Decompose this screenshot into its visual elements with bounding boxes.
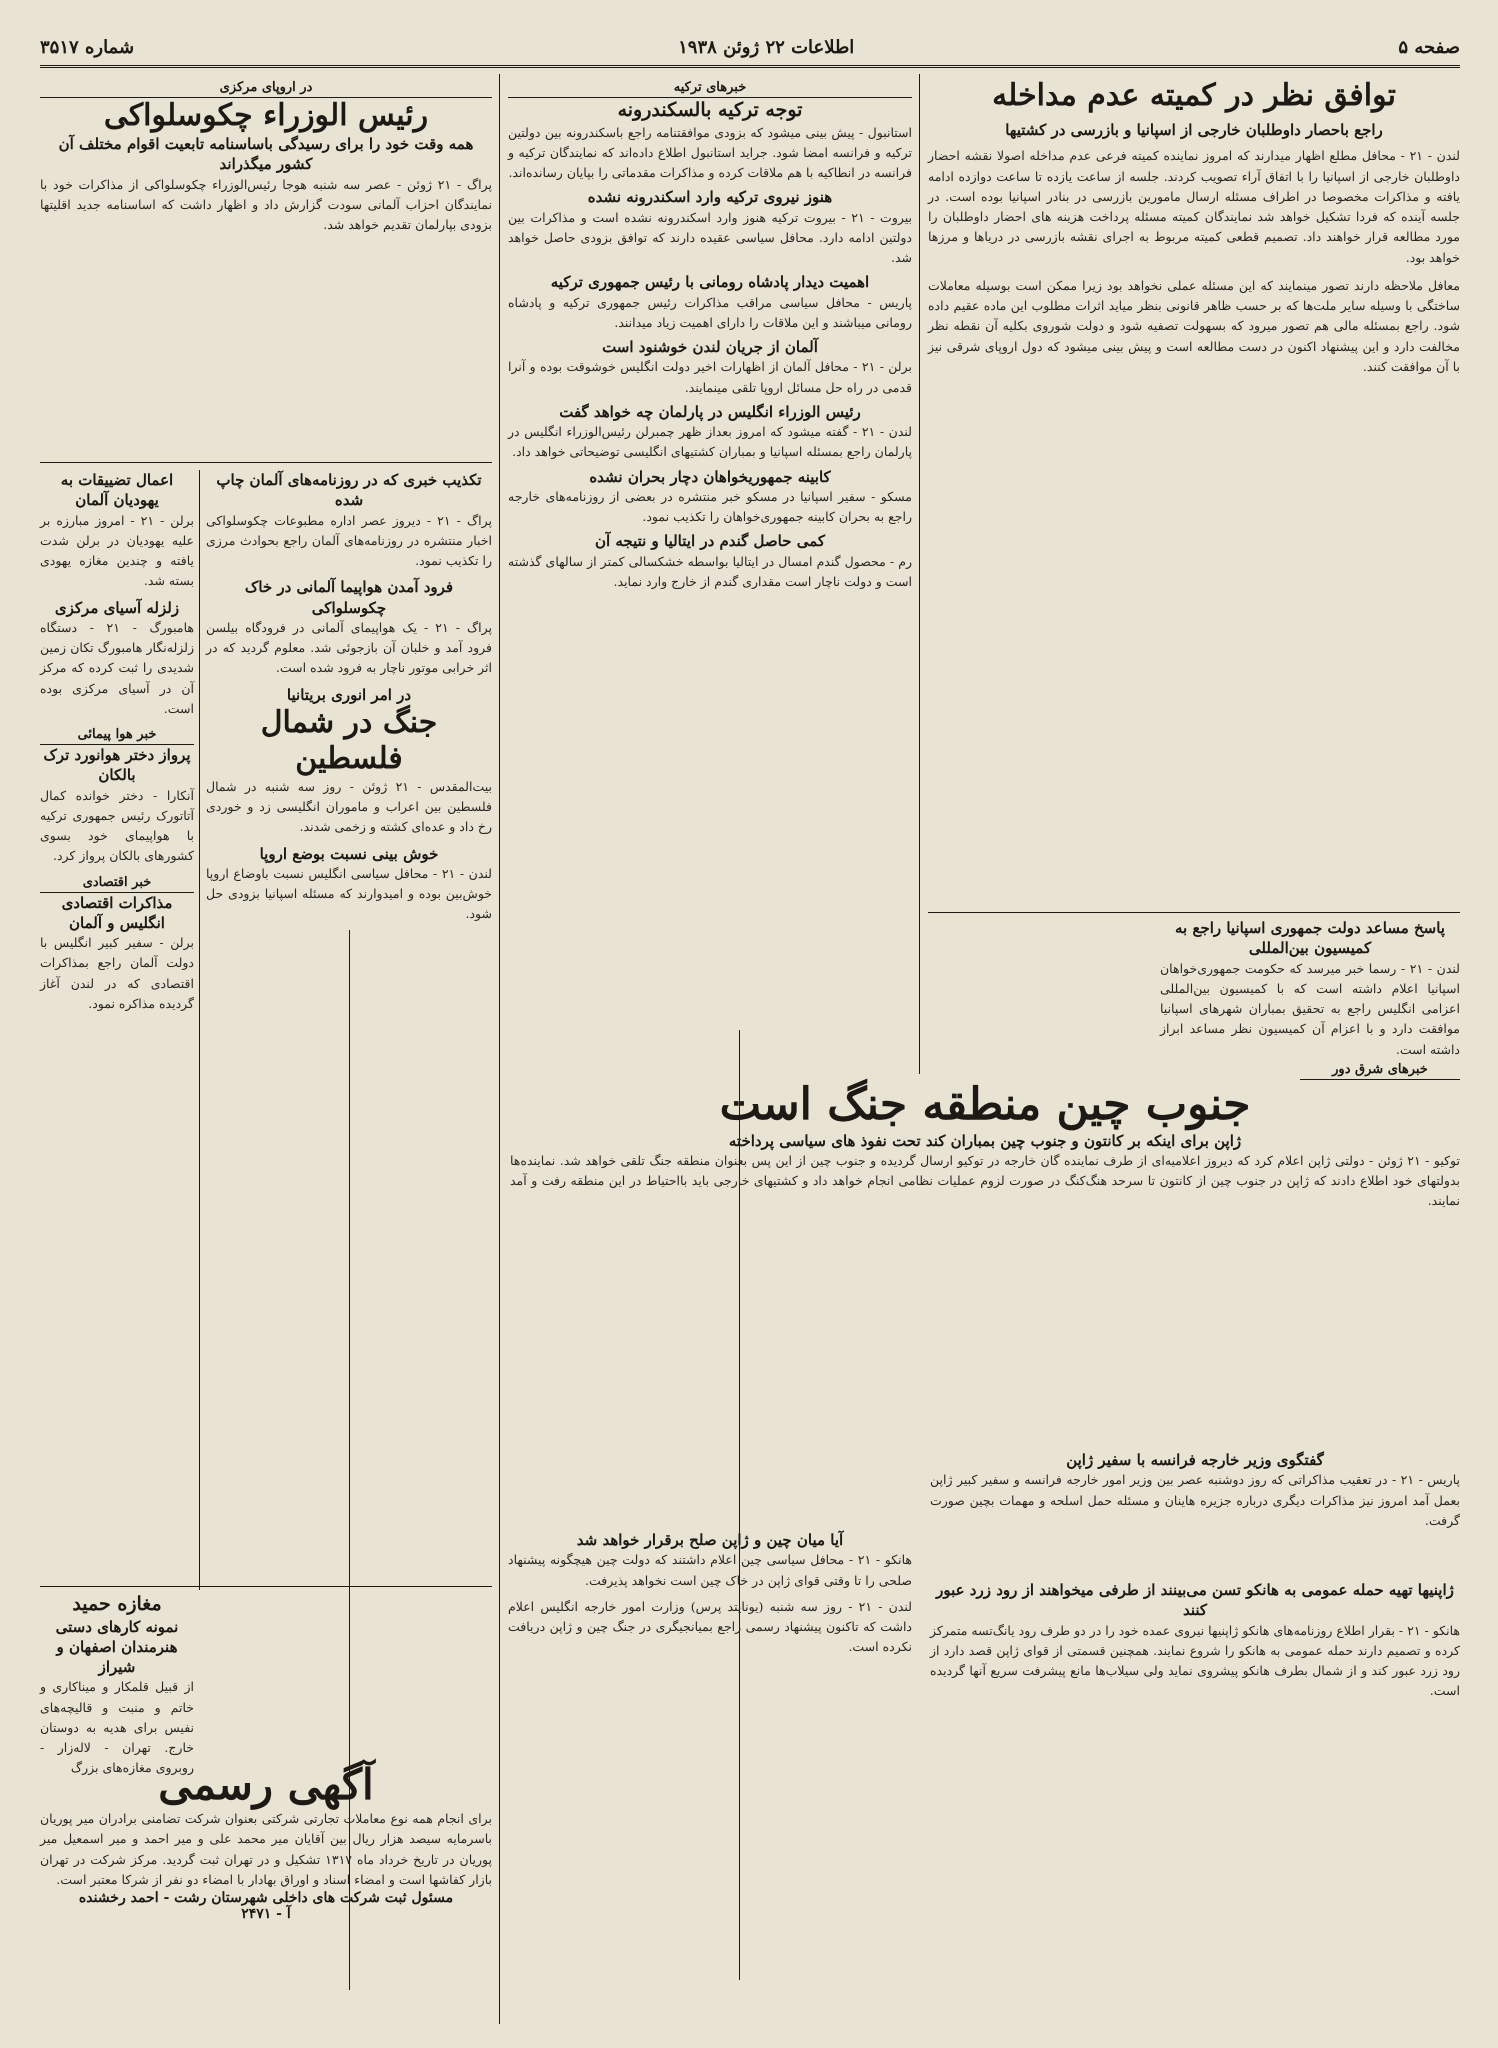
article-body: برلن - ۲۱ - امروز مبارزه بر علیه یهودیان در برلن شدت یافته و چندین مغازه یهودی بسته شد. [40,512,195,589]
section-kicker: در اروپای مرکزی [40,78,492,98]
notice-signature: مسئول ثبت شرکت های داخلی شهرستان رشت - احمد رخشنده [78,1890,454,1906]
article-body: پراگ - ۲۱ ژوئن - عصر سه شنبه هوجا رئیس‌الوزراء چکوسلواکی از مذاکرات خود با نمایندگان احزاب آلمانی سودت گزارش داد و اظهار داشت که اساسنامه جدید اقلیتها بزودی بپارلمان تقدیم خواهد شد. [40,176,492,232]
article-headline: توجه ترکیه بالسکندرونه [617,99,803,121]
article-headline: کمی حاصل گندم در ایتالیا و نتیجه آن [594,532,826,551]
article-body: مسکو - سفیر اسپانیا در مسکو خبر منتشره در بعضی از روزنامه‌های خارجه راجع به بحران کابینه جمهوری‌خواهان را تکذیب نمود. [508,488,912,525]
article-headline: گفتگوی وزیر خارجه فرانسه با سفیر ژاپن [1066,1451,1324,1469]
article-body: بیت‌المقدس - ۲۱ ژوئن - روز سه شنبه در شمال فلسطین بین اعراب و ماموران انگلیسی زد و خوردی رخ داد و عده‌ای کشته و زخمی شدند. [206,778,492,835]
article-body: لندن - ۲۱ - رسما خبر میرسد که حکومت جمهوری‌خواهان اسپانیا اعلام داشته است که با کمیسیون بین‌المللی اعزامی انگلیس راجع به تحقیق بمباران شهرهای اسپانیا موافقت دارد و با اعزام آن کمیسیون نظر مساعد ابراز داشته است. [1160,960,1460,1057]
middle-column [508,78,912,1028]
china-headline: جنوب چین منطقه جنگ است [719,1079,1251,1130]
page-number: صفحه ۵ [1398,37,1460,58]
article-headline: رئیس الوزراء انگلیس در پارلمان چه خواهد گفت [559,402,861,421]
article-body: هانکو - ۲۱ - بقرار اطلاع روزنامه‌های هانکو ژاپنیها نیروی عمده خود را در دو طرف رود یانگ‌تسه متمرکز کرده و تصمیم دارند حمله عمومی به هانکو را شروع نمایند. همچنین قسمتی از قوای ژاپن قصد دارد از رود زرد عبور کند و از شمال بطرف هانکو پیشروی نماید ولی سیلاب‌ها مانع پیشرفت سریع آنها گردیده است. [930,1622,1460,1699]
notice-body: برای انجام همه نوع معاملات تجارتی شرکتی بعنوان شرکت تضامنی برادران میر پوریان باسرمایه سیصد هزار ریال بین آقایان میر محمد علی و میر احمد و میر اسمعیل میر پوریان در تاریخ خرداد ماه ۱۳۱۷ تشکیل و در تهران ثبت گردید. مرکز شرکت در تهران بازار کفاشها است و امضاء اسناد و اوراق بهادار با امضاء دو نفر از شرکا معتبر است. [40,1811,492,1887]
article-headline: آیا میان چین و ژاپن صلح برقرار خواهد شد [576,1531,844,1549]
china-subheadline: ژاپن برای اینکه بر کانتون و جنوب چین بمباران کند تحت نفوذ های سیاسی پرداخته [728,1131,1242,1150]
article-body: معافل ملاحظه دارند تصور مینمایند که این مسئله عملی نخواهد بود زیرا ممکن است بوسیله معاملات ساختگی با وسیله سایر ملت‌ها که بر حسب ظاهر قانونی بنظر میاید اثرات مطلوب این ماده عقیم داده شود. راجع بمسئله مالی هم تصور میرود که بسهولت تصفیه شود و دولت شوروی بکلیه آن نقطه نظر مخالفت دارد و این پیشنهاد اکنون در دست مطالعه است و پیش بینی میشود که دول اروپای شرقی نیز با آن موافقت کنند. [928,277,1460,374]
divider [40,462,492,463]
article-body: لندن - ۲۱ - محافل مطلع اظهار میدارند که امروز نماینده کمیته فرعی عدم مداخله اصولا نقشه احضار داوطلبان خارجی از اسپانیا را با اتفاق آراء تصویب کردند. جلسه از ساعت یازده تا ساعت دوازده ادامه یافته و مذاکرات مخصوصا در اطراف مسئله ارسال مامورین بازرسی در بنادر اسپانیا بوده است. در جلسه آینده که فردا تشکیل خواهد شد نمایندگان کمیته مسئله پرداخت هزینه های احضار داوطلبان را مورد مطالعه قرار خواهند داد. تصمیم قطعی کمیته مربوط به اجرای نقشه بازرسی در دریاها و مرزها خواهد بود. [928,148,1460,265]
section-kicker: خبرهای شرق دور [1300,1060,1460,1080]
column-rule [919,74,920,1074]
article-body: پراگ - ۲۱ - یک هواپیمای آلمانی در فرودگاه بیلسن فرود آمد و خلبان آن بازجوئی شد. معلوم گردید که در اثر خرابی موتور ناچار به فرود شده است. [206,619,492,676]
article-body: آنکارا - دختر خوانده کمال آتاتورک رئیس جمهوری ترکیه با هواپیمای خود بسوی کشورهای بالکان پرواز کرد. [40,787,194,864]
left-outer-column [40,470,194,1580]
talk-article [930,1450,1460,1570]
article-headline: پرواز دختر هوانورد ترک بالکان [43,746,191,785]
article-headline: خوش بینی نسبت بوضع اروپا [259,844,439,863]
article-headline: مذاکرات اقتصادی انگلیس و آلمان [61,893,173,932]
article-body: لندن - ۲۱ - گفته میشود که امروز بعداز ظهر چمبرلن رئیس‌الوزراء انگلیس در پارلمان راجع بمسئله اسپانیا و بمباران کشتیهای انگلیسی توضیحاتی خواهد داد. [508,424,912,460]
article-headline: کابینه جمهوریخواهان دچار بحران نشده [589,467,831,486]
main-headline: توافق نظر در کمیته عدم مداخله [992,78,1396,113]
article-body: توکیو - ۲۱ ژوئن - دولتی ژاپن اعلام کرد که دیروز اعلامیه‌ای از طرف نماینده گان خارجه در توکیو ارسال گردیده و جنوب چین از این پس بعنوان منطقه جنگ تلقی خواهد شد. نماینده‌ها بدولتهای خود اطلاع دادند که ژاپن در جنوب چین از کانتون تا سرحد هنگ‌کنگ در صورت لزوم عملیات نظامی انجام خواهد داد و کشتیهای خارجی باید بااحتیاط در این منطقه رفت و آمد نمایند. [510,1152,1460,1209]
right-column-top [928,78,1460,908]
article-body: پراگ - ۲۱ - دیروز عصر اداره مطبوعات چکوسلواکی اخبار منتشره در روزنامه‌های آلمان راجع بحوادث مرزی را تکذیب نمود. [206,512,492,568]
article-body: لندن - ۲۱ - محافل سیاسی انگلیس نسبت باوضاع اروپا خوش‌بین بوده و امیدوارند که مسئله اسپانیا بزودی حل شود. [206,865,492,922]
article-body: پاریس - ۲۱ - در تعقیب مذاکراتی که روز دوشنبه عصر بین وزیر امور خارجه فرانسه و سفیر کبیر ژاپن بعمل آمد امروز نیز مذاکرات دیگری درباره جزیره هاینان و مسئله حمل اسلحه و مهمات بچین صورت گرفت. [930,1472,1460,1528]
store-ad [40,1592,194,1776]
article-headline: جنگ در شمال فلسطین [260,704,438,776]
reply-article [1160,918,1460,1056]
left-inner-column [206,470,492,1090]
section-kicker: خبر اقتصادی [40,873,194,893]
article-subheadline: همه وقت خود را برای رسیدگی باساسنامه تابعیت اقوام مختلف آن کشور میگذراند [58,135,474,174]
article-body: بیروت - ۲۱ - بیروت ترکیه هنوز وارد اسکندرونه نشده است و مذاکرات بین دولتین ادامه دارد. محافل سیاسی عقیده دارند که توافق بزودی حاصل خواهد شد. [508,209,913,266]
official-notice [40,1760,492,1990]
article-headline: فرود آمدن هواپیما آلمانی در خاک چکوسلواکی [244,578,454,617]
article-headline: آلمان از جریان لندن خوشنود است [602,338,818,357]
article-body: هانکو - ۲۱ - محافل سیاسی چین اعلام داشتند که دولت چین هیچگونه پیشنهاد صلحی را تا وقتی قوای ژاپن در خاک چین است نخواهد پذیرفت. [508,1552,912,1588]
divider [928,912,1460,913]
article-headline: اعمال تضییقات به یهودیان آلمان [60,471,174,510]
article-body: استانبول - پیش بینی میشود که بزودی موافقتنامه راجع باسکندرونه بین دولتین ترکیه و فرانسه امضا شود. جراید استانبول اطلاع داده‌اند که نمایندگان ترکیه و فرانسه در انطاکیه با هم ملاقات کرده و مذاکرات مقدماتی را بپایان رسانده‌اند. [508,124,912,181]
masthead [40,30,1460,68]
issue-date: اطلاعات ۲۲ ژوئن ۱۹۳۸ [678,37,855,58]
article-body: برلن - ۲۱ - محافل آلمان از اظهارات اخیر دولت انگلیس خوشوقت بوده و آنرا قدمی در راه حل مسائل اروپا تلقی مینمایند. [508,359,912,395]
article-body: پاریس - محافل سیاسی مراقب مذاکرات رئیس جمهوری ترکیه و پادشاه رومانی میباشند و این ملاقات را دارای اهمیت زیاد میدانند. [508,294,912,330]
middle-column-bottom [508,1530,912,1990]
sub-headline: راجع باحصار داوطلبان خارجی از اسپانیا و بازرسی در کشتیها [1005,121,1383,139]
notice-title: آگهی رسمی [158,1760,374,1809]
article-body: رم - محصول گندم امسال در ایتالیا بواسطه خشکسالی کمتر از سالهای گذشته است و دولت ناچار است مقداری گندم از خارج وارد نماید. [508,553,912,589]
article-headline: هنوز نیروی ترکیه وارد اسکندرونه نشده [587,188,833,207]
left-column-top [40,78,492,458]
article-headline: اهمیت دیدار پادشاه رومانی با رئیس جمهوری ترکیه [550,273,870,292]
far-east-section [510,1060,1460,1260]
notice-code: آ - ۲۴۷۱ [241,1906,291,1922]
store-subtitle: نمونه کارهای دستی هنرمندان اصفهان و شیراز [55,1617,179,1677]
article-body: هامبورگ - ۲۱ - دستگاه زلزله‌نگار هامبورگ تکان زمین شدیدی را ثبت کرده که مرکز آن در آسیای مرکزی بوده است. [40,619,194,716]
divider [40,1586,492,1587]
column-rule [199,470,200,1590]
store-title: مغازه حمید [72,1593,162,1615]
section-kicker: خبر هوا پیمائی [40,725,194,745]
newspaper-page [40,30,1460,2020]
article-headline: زلزله آسیای مرکزی [54,598,180,617]
japan-article [930,1580,1460,2000]
article-headline: پاسخ مساعد دولت جمهوری اسپانیا راجع به کمیسیون بین‌المللی [1175,919,1445,958]
issue-number: شماره ۳۵۱۷ [40,37,135,58]
article-body: برلن - سفیر کبیر انگلیس با دولت آلمان راجع بمذاکرات اقتصادی که در لندن آغاز گردیده مذاکره نمود. [40,935,194,1011]
article-headline: تکذیب خبری که در روزنامه‌های آلمان چاپ شده [216,471,482,510]
store-body: از قبیل قلمکار و میناکاری و خاتم و منبت و قالیچه‌های نفیس برای هدیه به دوستان خارج. تهران - لاله‌زار - روبروی مغازه‌های بزرگ [40,1679,194,1776]
column-rule [499,74,500,2024]
article-headline: ژاپنیها تهیه حمله عمومی به هانکو تسن می‌بینند از طرفی میخواهند از رود زرد عبور کنند [936,1581,1454,1620]
article-body: لندن - ۲۱ - روز سه شنبه (یونایتد پرس) وزارت امور خارجه انگلیس اعلام داشت که تاکنون پیشنهاد رسمی راجع بمیانجیگری در جنگ چین و ژاپن دریافت نکرده است. [508,1598,912,1655]
article-headline: در امر انوری بریتانیا [286,685,412,704]
section-kicker: خبرهای ترکیه [508,78,912,98]
article-headline: رئیس الوزراء چکوسلواکی [103,98,429,133]
